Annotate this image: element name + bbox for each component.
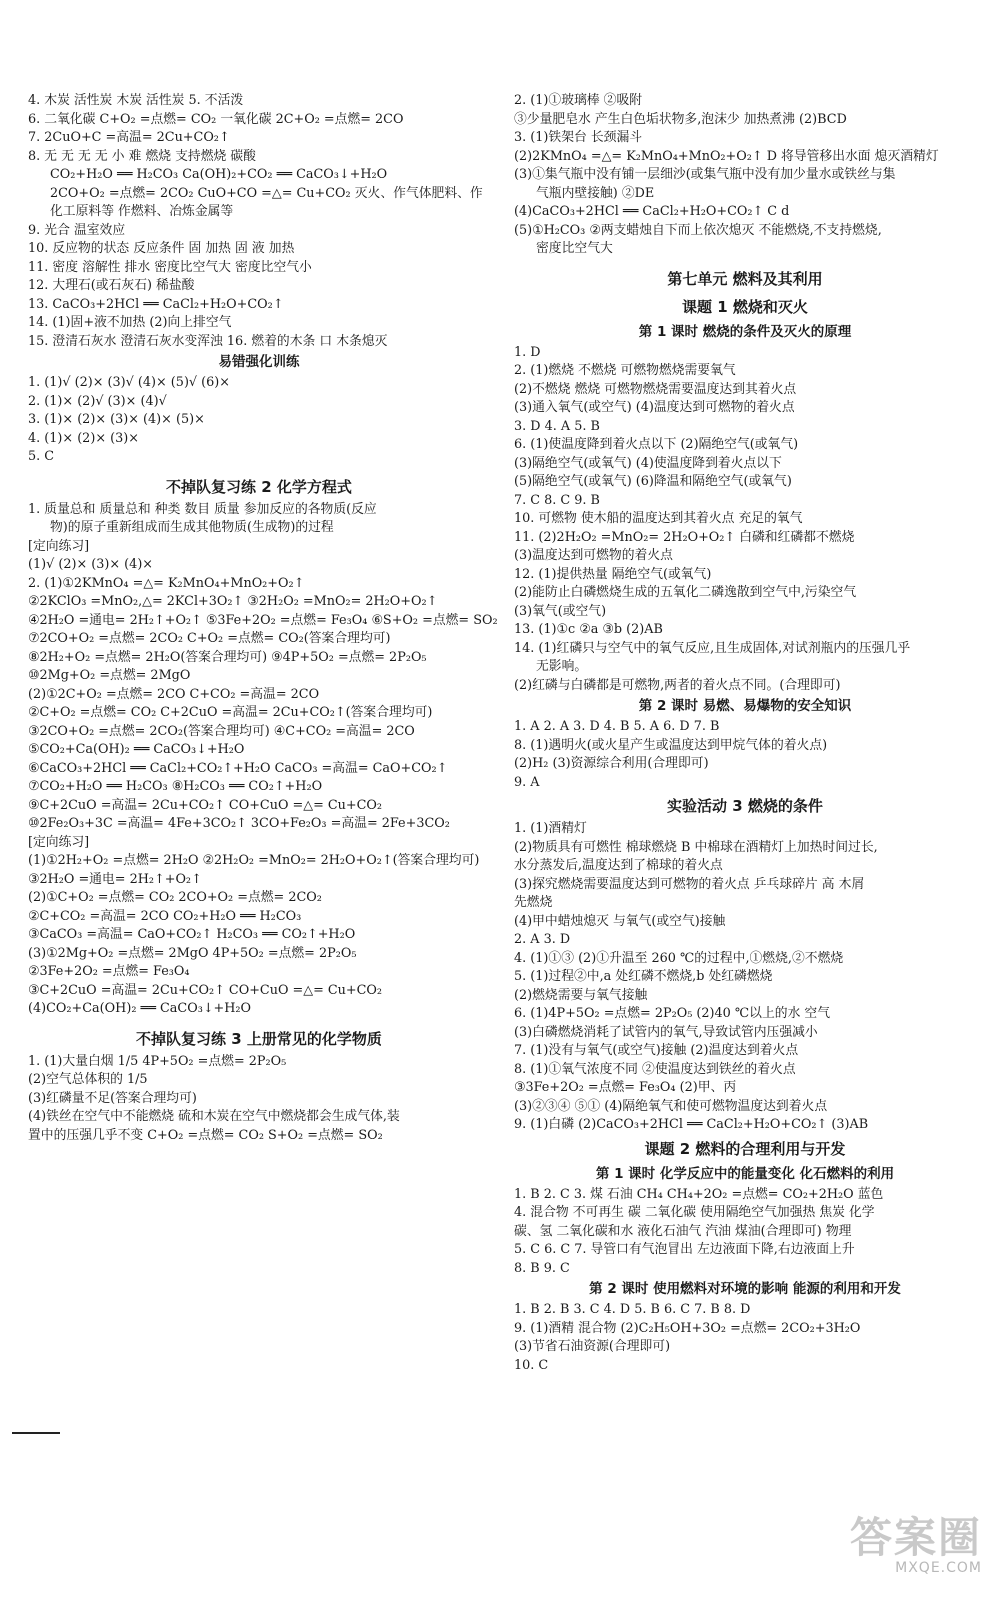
answer-line: ③CaCO₃ =高温= CaO+CO₂↑ H₂CO₃ ══ CO₂↑+H₂O (28, 927, 356, 942)
answer-line: (5)隔绝空气(或氧气) (6)降温和隔绝空气(或氧气) (514, 474, 792, 489)
answer-line: 密度比空气大 (536, 241, 613, 256)
answer-line: 7. (1)没有与氧气(或空气)接触 (2)温度达到着火点 (514, 1043, 799, 1058)
answer-line: 8. (1)①氧气浓度不同 ②使温度达到铁丝的着火点 (514, 1061, 796, 1077)
answer-line: [定向练习] (28, 834, 90, 850)
answer-line: ⑩2Mg+O₂ =点燃= 2MgO (28, 668, 191, 683)
answer-line: 3. D 4. A 5. B (514, 418, 600, 434)
section-heading: 第 2 课时 易燃、易爆物的安全知识 (638, 698, 852, 714)
answer-line: 5. (1)过程②中,a 处红磷不燃烧,b 处红磷燃烧 (514, 969, 773, 984)
answer-line: 5. C 6. C 7. 导管口有气泡冒出 左边液面下降,右边液面上升 (514, 1242, 855, 1257)
answer-line: 1. 质量总和 质量总和 种类 数目 质量 参加反应的各物质(反应 (28, 501, 377, 517)
answer-line: (3)氧气(或空气) (514, 603, 607, 619)
answer-line: 9. (1)白磷 (2)CaCO₃+2HCl ══ CaCl₂+H₂O+CO₂↑ (3)AB (514, 1117, 869, 1132)
answer-line: (3)①2Mg+O₂ =点燃= 2MgO 4P+5O₂ =点燃= 2P₂O₅ (28, 945, 357, 961)
answer-line: 4. (1)①③ (2)①升温至 260 ℃的过程中,①燃烧,②不燃烧 (514, 950, 844, 966)
answer-line: 6. 二氧化碳 C+O₂ =点燃= CO₂ 一氧化碳 2C+O₂ =点燃= 2CO (28, 111, 404, 127)
answer-line: (4)甲中蜡烛熄灭 与氧气(或空气)接触 (514, 913, 726, 929)
section-heading: 第 1 课时 化学反应中的能量变化 化石燃料的利用 (595, 1165, 895, 1182)
answer-line: 1. A 2. A 3. D 4. B 5. A 6. D 7. B (514, 719, 720, 734)
answer-line: 2. (1)× (2)√ (3)× (4)√ (28, 393, 167, 409)
answer-line: ②2KClO₃ =MnO₂,△= 2KCl+3O₂↑ ③2H₂O₂ =MnO₂= 2H₂O+O₂↑ (28, 594, 438, 609)
answer-line: (5)①H₂CO₃ ②两支蜡烛自下而上依次熄灭 不能燃烧,不支持燃烧, (514, 222, 882, 238)
answer-line: 12. 大理石(或石灰石) 稀盐酸 (28, 278, 195, 293)
watermark-url: MXQE.COM (895, 1560, 982, 1576)
answer-line: ⑦2CO+O₂ =点燃= 2CO₂ C+O₂ =点燃= CO₂(答案合理均可) (28, 631, 391, 646)
answer-line: 13. CaCO₃+2HCl ══ CaCl₂+H₂O+CO₂↑ (28, 296, 284, 312)
answer-line: (3)白磷燃烧消耗了试管内的氧气,导致试管内压强减小 (514, 1024, 818, 1040)
answer-line: 9. 光合 温室效应 (28, 222, 126, 238)
answer-line: ②C+O₂ =点燃= CO₂ C+2CuO =高温= 2Cu+CO₂↑(答案合理均可) (28, 705, 433, 720)
answer-line: (2)燃烧需要与氧气接触 (514, 987, 648, 1003)
answer-line: 3. (1)× (2)× (3)× (4)× (5)× (28, 412, 205, 427)
right-column (514, 92, 976, 1375)
answer-line: (3)温度达到可燃物的着火点 (514, 548, 673, 563)
section-heading: 不掉队复习练 2 化学方程式 (166, 477, 352, 496)
answer-line: [定向练习] (28, 538, 90, 554)
section-heading: 不掉队复习练 3 上册常见的化学物质 (136, 1029, 382, 1048)
answer-line: (1)√ (2)× (3)× (4)× (28, 557, 154, 572)
answer-line: ⑤CO₂+Ca(OH)₂ ══ CaCO₃↓+H₂O (28, 742, 245, 757)
answer-line: (4)铁丝在空气中不能燃烧 硫和木炭在空气中燃烧都会生成气体,装 (28, 1109, 400, 1124)
answer-line: 9. (1)酒精 混合物 (2)C₂H₅OH+3O₂ =点燃= 2CO₂+3H₂O (514, 1320, 861, 1336)
answer-line: 2. (1)燃烧 不燃烧 可燃物燃烧需要氧气 (514, 363, 736, 378)
answer-line: 6. (1)使温度降到着火点以下 (2)隔绝空气(或氧气) (514, 437, 799, 452)
answer-line: 先燃烧 (514, 895, 553, 910)
answer-line: 2. A 3. D (514, 932, 571, 947)
answer-line: (2)能防止白磷燃烧生成的五氧化二磷逸散到空气中,污染空气 (514, 585, 857, 600)
answer-line: 无影响。 (536, 659, 588, 674)
answer-line: 11. (2)2H₂O₂ =MnO₂= 2H₂O+O₂↑ 白磷和红磷都不燃烧 (514, 529, 855, 545)
answer-line: 3. (1)铁架台 长颈漏斗 (514, 130, 643, 145)
answer-line: 10. 反应物的状态 反应条件 固 加热 固 液 加热 (28, 241, 295, 256)
answer-line: 4. 混合物 不可再生 碳 二氧化碳 使用隔绝空气加强热 焦炭 化学 (514, 1205, 875, 1220)
answer-line: ④2H₂O =通电= 2H₂↑+O₂↑ ⑤3Fe+2O₂ =点燃= Fe₃O₄ ⑥S+O₂ =点燃= SO₂ (28, 612, 498, 628)
answer-line: (1)①2H₂+O₂ =点燃= 2H₂O ②2H₂O₂ =MnO₂= 2H₂O+O₂↑(答案合理均可) (28, 853, 480, 868)
answer-line: ③3Fe+2O₂ =点燃= Fe₃O₄ (2)甲、丙 (514, 1080, 737, 1095)
answer-line: 4. 木炭 活性炭 木炭 活性炭 5. 不活泼 (28, 93, 244, 108)
answer-line: (3)隔绝空气(或氧气) (4)使温度降到着火点以下 (514, 455, 782, 471)
answer-line: ③C+2CuO =高温= 2Cu+CO₂↑ CO+CuO =△= Cu+CO₂ (28, 982, 383, 998)
answer-line: 水分蒸发后,温度达到了棉球的着火点 (514, 858, 723, 873)
answer-line: 12. (1)提供热量 隔绝空气(或氧气) (514, 566, 712, 582)
answer-line: CO₂+H₂O ══ H₂CO₃ Ca(OH)₂+CO₂ ══ CaCO₃↓+H₂O (50, 167, 388, 182)
answer-line: (2)物质具有可燃性 棉球燃烧 B 中棉球在酒精灯上加热时间过长, (514, 839, 878, 855)
answer-line: 9. A (514, 774, 540, 790)
answer-line: 1. B 2. C 3. 煤 石油 CH₄ CH₄+2O₂ =点燃= CO₂+2H₂O 蓝色 (514, 1186, 884, 1202)
left-column (28, 92, 498, 1145)
watermark-logo (842, 1513, 982, 1580)
answer-line: ⑩2Fe₂O₃+3C =高温= 4Fe+3CO₂↑ 3CO+Fe₂O₃ =高温= 2Fe+3CO₂ (28, 816, 450, 831)
answer-line: (2)①C+O₂ =点燃= CO₂ 2CO+O₂ =点燃= 2CO₂ (28, 890, 322, 905)
answer-line: (2)红磷与白磷都是可燃物,两者的着火点不同。(合理即可) (514, 677, 841, 693)
answer-line: 8. B 9. C (514, 1260, 570, 1276)
answer-line: (3)探究燃烧需要温度达到可燃物的着火点 乒乓球碎片 高 木屑 (514, 876, 865, 892)
answer-line: (2)2KMnO₄ =△= K₂MnO₄+MnO₂+O₂↑ D 将导管移出水面 熄灭酒精灯 (514, 148, 939, 164)
answer-line: ③2CO+O₂ =点燃= 2CO₂(答案合理均可) ④C+CO₂ =高温= 2CO (28, 723, 415, 739)
section-heading: 易错强化训练 (218, 354, 300, 370)
answer-line: 化工原料等 作燃料、冶炼金属等 (50, 204, 234, 219)
answer-line: 4. (1)× (2)× (3)× (28, 430, 139, 446)
answer-line: 1. (1)大量白烟 1/5 4P+5O₂ =点燃= 2P₂O₅ (28, 1053, 287, 1069)
answer-line: 碳、氢 二氧化碳和水 液化石油气 汽油 煤油(合理即可) 物理 (514, 1223, 852, 1239)
answer-line: ⑨C+2CuO =高温= 2Cu+CO₂↑ CO+CuO =△= Cu+CO₂ (28, 797, 383, 813)
answer-line: 10. C (514, 1357, 549, 1373)
section-heading: 第 1 课时 燃烧的条件及灭火的原理 (638, 323, 852, 340)
answer-line: 11. 密度 溶解性 排水 密度比空气大 密度比空气小 (28, 259, 312, 275)
answer-line: 14. (1)红磷只与空气中的氧气反应,且生成固体,对试剂瓶内的压强几乎 (514, 640, 911, 656)
answer-line: (3)通入氧气(或空气) (4)温度达到可燃物的着火点 (514, 400, 795, 415)
answer-line: 5. C (28, 449, 55, 464)
section-heading: 实验活动 3 燃烧的条件 (667, 797, 823, 815)
answer-line: 8. 无 无 无 无 小 难 燃烧 支持燃烧 碳酸 (28, 148, 256, 164)
answer-line: 置中的压强几乎不变 C+O₂ =点燃= CO₂ S+O₂ =点燃= SO₂ (28, 1127, 383, 1143)
answer-line: ②3Fe+2O₂ =点燃= Fe₃O₄ (28, 964, 190, 979)
answer-line: (3)①集气瓶中没有铺一层细沙(或集气瓶中没有加少量水或铁丝与集 (514, 167, 896, 182)
answer-line: (3)②③④ ⑤① (4)隔绝氧气和使可燃物温度达到着火点 (514, 1098, 828, 1114)
answer-line: 14. (1)固+液不加热 (2)向上排空气 (28, 315, 232, 330)
answer-line: (2)H₂ (3)资源综合利用(合理即可) (514, 756, 709, 771)
section-heading: 课题 1 燃烧和灭火 (682, 297, 808, 316)
answer-line: (2)不燃烧 燃烧 可燃物燃烧需要温度达到其着火点 (514, 381, 797, 397)
answer-line: 1. (1)√ (2)× (3)√ (4)× (5)√ (6)× (28, 375, 231, 390)
answer-line: 15. 澄清石灰水 澄清石灰水变浑浊 16. 燃着的木条 口 木条熄灭 (28, 333, 388, 349)
answer-line: 2CO+O₂ =点燃= 2CO₂ CuO+CO =△= Cu+CO₂ 灭火、作气体肥料、作 (50, 185, 483, 201)
answer-line: (2)①2C+O₂ =点燃= 2CO C+CO₂ =高温= 2CO (28, 686, 320, 702)
answer-line: 13. (1)①c ②a ③b (2)AB (514, 622, 663, 637)
answer-line: 1. D (514, 344, 541, 360)
answer-line: 物)的原子重新组成而生成其他物质(生成物)的过程 (50, 520, 334, 535)
answer-line: ②C+CO₂ =高温= 2CO CO₂+H₂O ══ H₂CO₃ (28, 908, 302, 924)
answer-line: 7. 2CuO+C =高温= 2Cu+CO₂↑ (28, 130, 230, 145)
section-heading: 第七单元 燃料及其利用 (667, 269, 823, 288)
answer-line: 8. (1)遇明火(或火星产生或温度达到甲烷气体的着火点) (514, 737, 828, 753)
answer-line: (3)节省石油资源(合理即可) (514, 1339, 671, 1354)
answer-line: 气瓶内壁接触) ②DE (536, 185, 655, 201)
answer-line: 7. C 8. C 9. B (514, 492, 600, 508)
answer-line: 2. (1)①玻璃棒 ②吸附 (514, 93, 643, 108)
answer-line: 1. (1)酒精灯 (514, 821, 587, 836)
answer-line: ⑧2H₂+O₂ =点燃= 2H₂O(答案合理均可) ⑨4P+5O₂ =点燃= 2P₂O₅ (28, 649, 427, 665)
answer-line: (3)红磷量不足(答案合理均可) (28, 1090, 197, 1106)
answer-line: (2)空气总体积的 1/5 (28, 1072, 148, 1087)
answer-line: ③少量肥皂水 产生白色垢状物多,泡沫少 加热煮沸 (2)BCD (514, 111, 847, 127)
answer-line: 1. B 2. B 3. C 4. D 5. B 6. C 7. B 8. D (514, 1302, 751, 1317)
section-heading: 第 2 课时 使用燃料对环境的影响 能源的利用和开发 (589, 1281, 901, 1297)
answer-line: ⑦CO₂+H₂O ══ H₂CO₃ ⑧H₂CO₃ ══ CO₂↑+H₂O (28, 779, 323, 794)
answer-line: 10. 可燃物 使木船的温度达到其着火点 充足的氧气 (514, 511, 803, 526)
answer-line: ⑥CaCO₃+2HCl ══ CaCl₂+CO₂↑+H₂O CaCO₃ =高温= CaO+CO₂↑ (28, 760, 448, 776)
section-heading: 课题 2 燃料的合理利用与开发 (644, 1139, 846, 1158)
answer-line: 2. (1)①2KMnO₄ =△= K₂MnO₄+MnO₂+O₂↑ (28, 575, 305, 591)
footer-rule (12, 1432, 60, 1434)
answer-line: ③2H₂O =通电= 2H₂↑+O₂↑ (28, 871, 202, 887)
answer-line: (4)CO₂+Ca(OH)₂ ══ CaCO₃↓+H₂O (28, 1001, 252, 1016)
answer-line: 6. (1)4P+5O₂ =点燃= 2P₂O₅ (2)40 ℃以上的水 空气 (514, 1006, 831, 1021)
watermark-text: 答案圈 (849, 1513, 982, 1562)
answer-line: (4)CaCO₃+2HCl ══ CaCl₂+H₂O+CO₂↑ C d (514, 204, 790, 219)
